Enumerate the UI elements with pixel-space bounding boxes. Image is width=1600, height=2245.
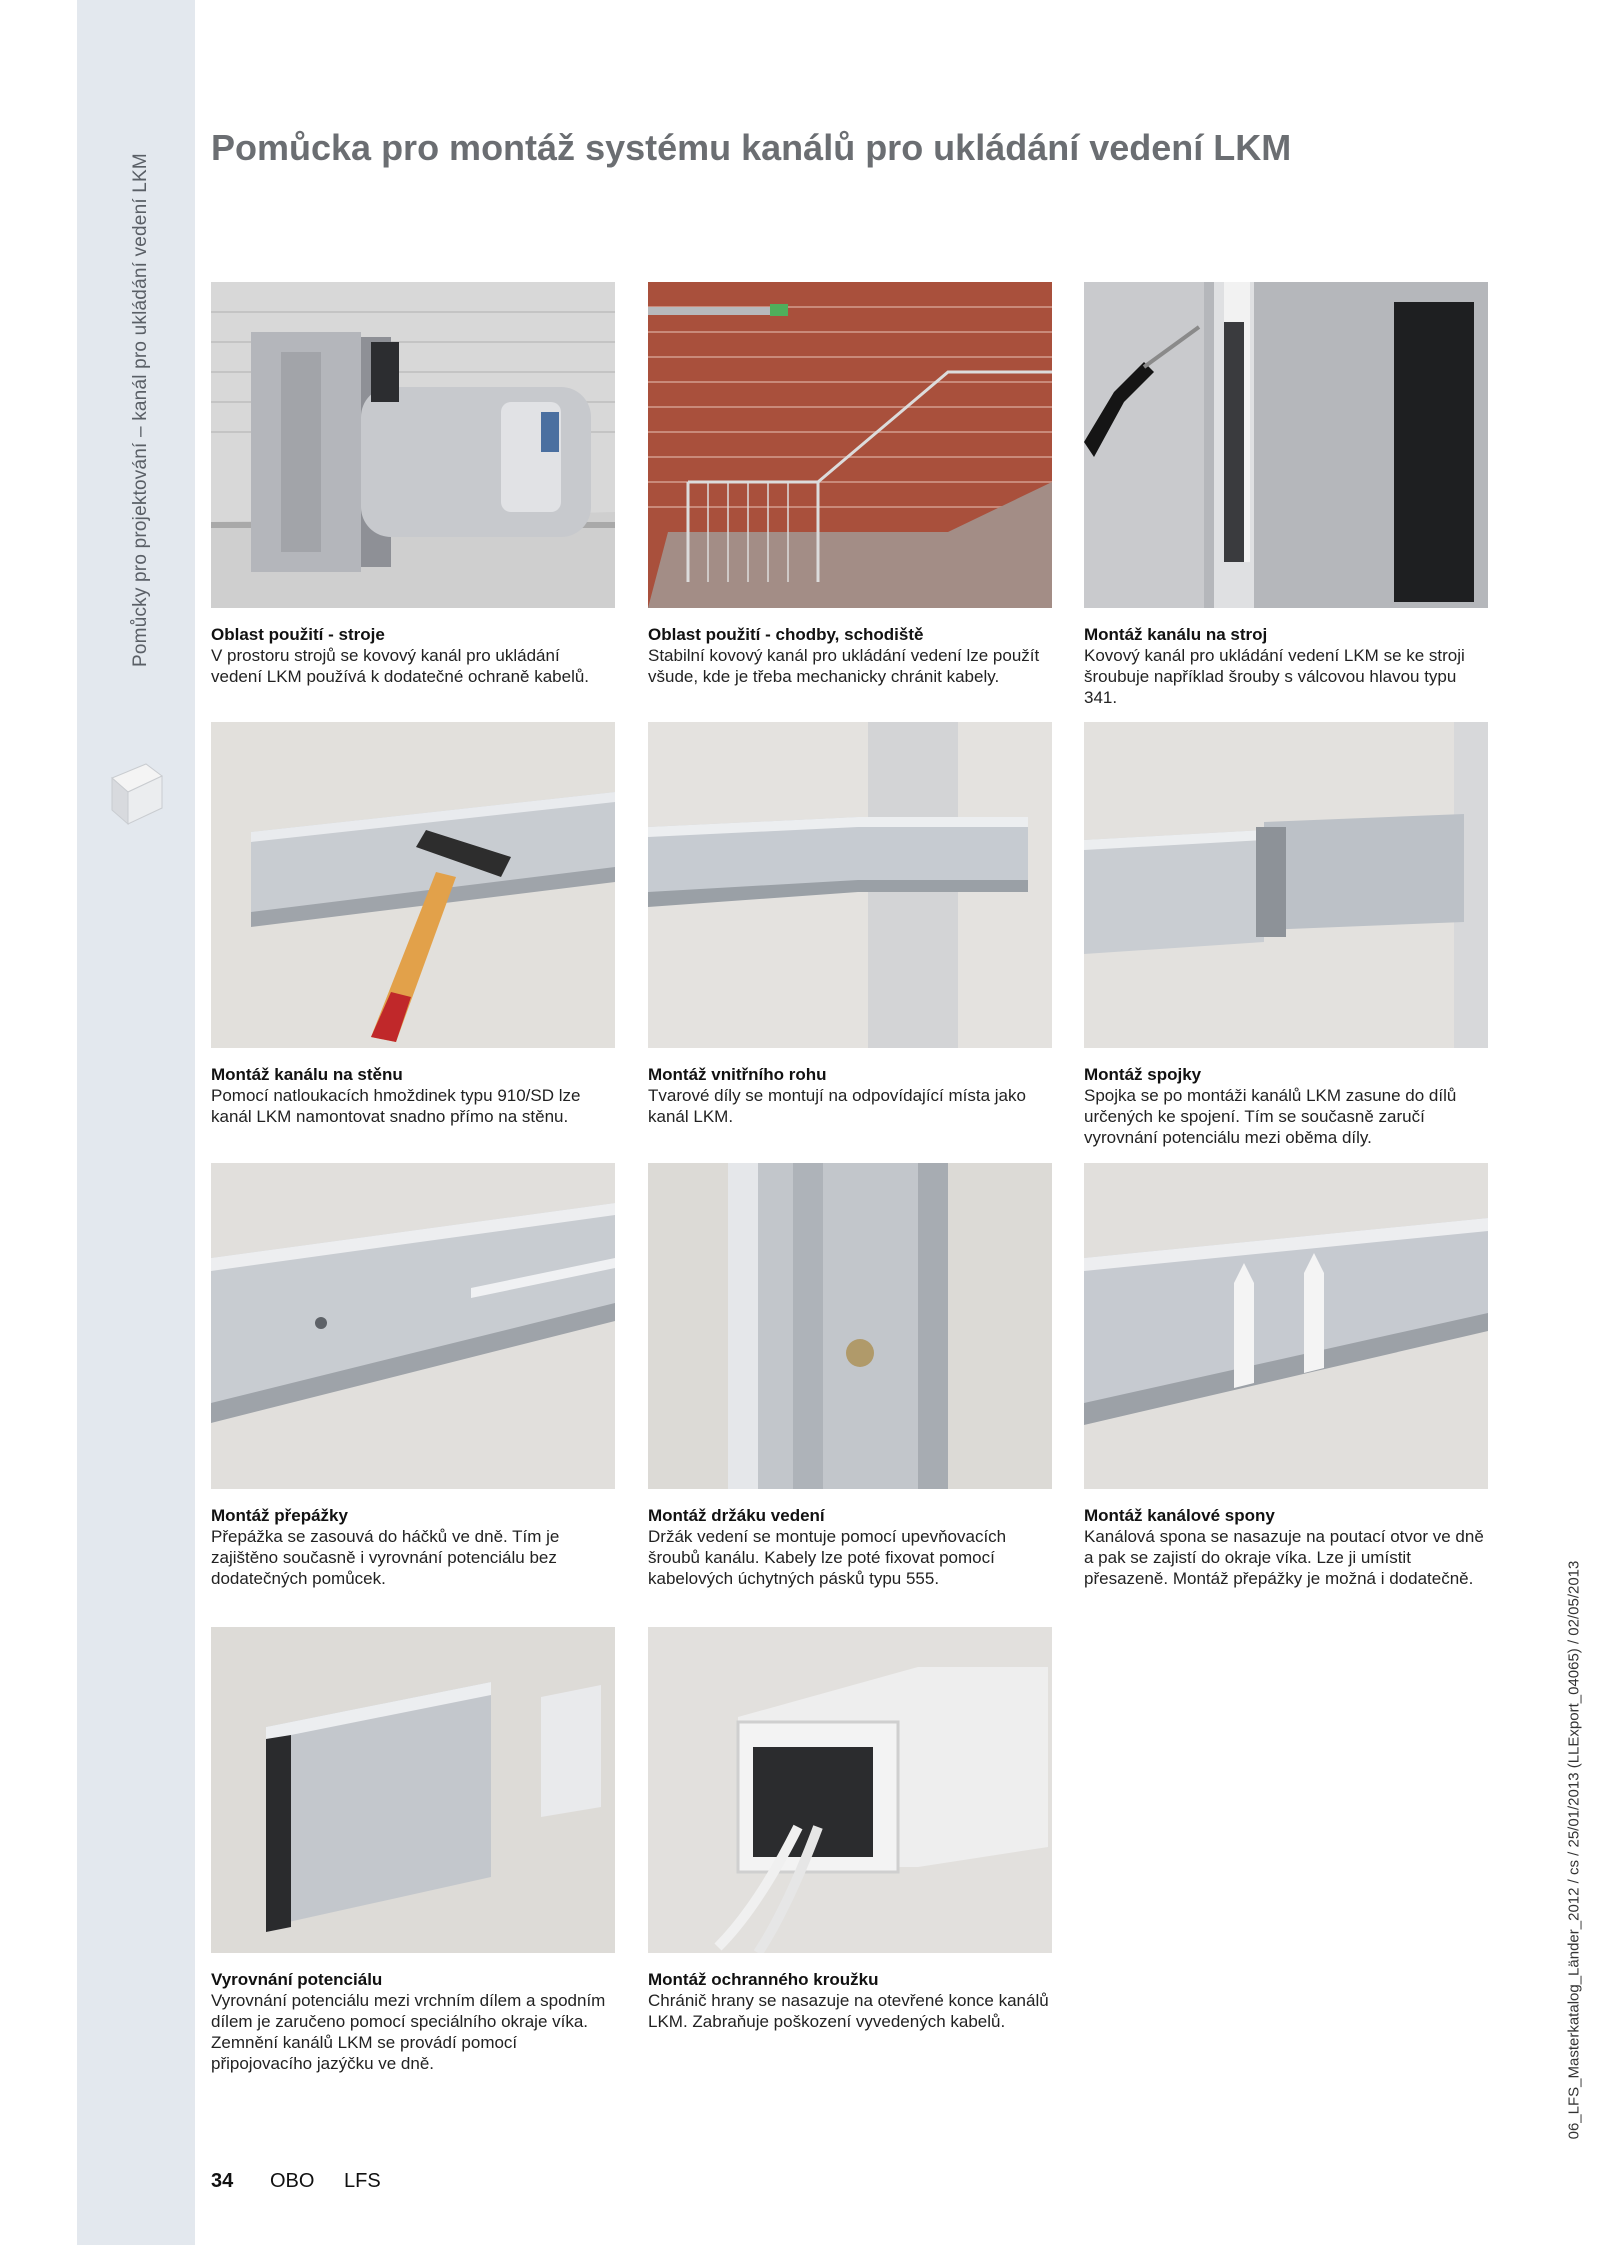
footer-brand: OBO — [270, 2170, 315, 2192]
coupling-photo — [1084, 722, 1488, 1048]
caption-text: Kanálová spona se nasazuje na poutací otvor ve dně a pak se zajistí do okraje víka. Lze ji umístit přesazeně. Montáž přepážky je možná i dodatečně. — [1084, 1527, 1484, 1588]
caption-title: Montáž spojky — [1084, 1065, 1202, 1084]
cell-coupling — [1084, 722, 1488, 1148]
caption-text: Držák vedení se montuje pomocí upevňovacích šroubů kanálu. Kabely lze poté fixovat pomocí kabelových úchytných pásků typu 555. — [648, 1527, 1007, 1588]
cell-potential — [211, 1627, 615, 2074]
cell-stairwell — [648, 282, 1052, 687]
hammer-wall-photo — [211, 722, 615, 1048]
page-title: Pomůcka pro montáž systému kanálů pro ukládání vedení LKM — [211, 127, 1292, 168]
cell-cable-holder — [648, 1163, 1052, 1589]
caption-text: Pomocí natloukacích hmoždinek typu 910/SD lze kanál LKM namontovat snadno přímo na stěnu. — [211, 1086, 581, 1126]
caption-text: Chránič hrany se nasazuje na otevřené konce kanálů LKM. Zabraňuje poškození vyvedených kabelů. — [648, 1991, 1049, 2031]
caption-title: Montáž kanálu na stěnu — [211, 1065, 403, 1084]
screwdriver-machine-photo — [1084, 282, 1488, 608]
caption-text: Spojka se po montáži kanálů LKM zasune do dílů určených ke spojení. Tím se současně zaručí vyrovnání potenciálu mezi oběma díly. — [1084, 1086, 1457, 1147]
stairwell-photo — [648, 282, 1052, 608]
cell-screwdriver — [1084, 282, 1488, 708]
potential-equalisation-photo — [211, 1627, 615, 1953]
cell-protective-ring — [648, 1627, 1052, 2032]
cell-channel-clip — [1084, 1163, 1488, 1589]
sidebar-vertical-title: Pomůcky pro projektování – kanál pro ukládání vedení LKM — [130, 153, 151, 667]
caption-text: Vyrovnání potenciálu mezi vrchním dílem a spodním dílem je zaručeno pomocí speciálního okraje víka. Zemnění kanálů LKM se provádí pomocí připojovacího jazýčku ve dně. — [211, 1991, 606, 2073]
cell-inner-corner — [648, 722, 1052, 1127]
page-number: 34 — [211, 2170, 234, 2192]
inner-corner-photo — [648, 722, 1052, 1048]
caption-title: Oblast použití - chodby, schodiště — [648, 625, 924, 644]
caption-title: Montáž držáku vedení — [648, 1506, 825, 1525]
cell-machines — [211, 282, 615, 687]
protective-ring-photo — [648, 1627, 1052, 1953]
machines-room-photo — [211, 282, 615, 608]
cell-hammer-wall — [211, 722, 615, 1127]
caption-text: Kovový kanál pro ukládání vedení LKM se ke stroji šroubuje například šrouby s válcovou hlavou typu 341. — [1084, 646, 1465, 707]
cable-channel-icon — [106, 758, 168, 828]
caption-title: Vyrovnání potenciálu — [211, 1970, 383, 1989]
caption-title: Montáž kanálu na stroj — [1084, 625, 1268, 644]
caption-title: Oblast použití - stroje — [211, 625, 385, 644]
caption-text: Tvarové díly se montují na odpovídající místa jako kanál LKM. — [648, 1086, 1026, 1126]
channel-clip-photo — [1084, 1163, 1488, 1489]
footer-section: LFS — [344, 2170, 381, 2192]
caption-title: Montáž kanálové spony — [1084, 1506, 1275, 1525]
catalog-code: 06_LFS_Masterkatalog_Länder_2012 / cs / 25/01/2013 (LLExport_04065) / 02/05/2013 — [1565, 1560, 1583, 2140]
caption-text: V prostoru strojů se kovový kanál pro ukládání vedení LKM používá k dodatečné ochraně kabelů. — [211, 646, 590, 686]
partition-photo — [211, 1163, 615, 1489]
caption-title: Montáž ochranného kroužku — [648, 1970, 879, 1989]
caption-text: Přepážka se zasouvá do háčků ve dně. Tím je zajištěno současně i vyrovnání potenciálu bez dodatečných pomůcek. — [211, 1527, 560, 1588]
caption-text: Stabilní kovový kanál pro ukládání vedení lze použít všude, kde je třeba mechanicky chránit kabely. — [648, 646, 1040, 686]
cell-partition — [211, 1163, 615, 1589]
caption-title: Montáž přepážky — [211, 1506, 348, 1525]
cable-holder-photo — [648, 1163, 1052, 1489]
caption-title: Montáž vnitřního rohu — [648, 1065, 827, 1084]
